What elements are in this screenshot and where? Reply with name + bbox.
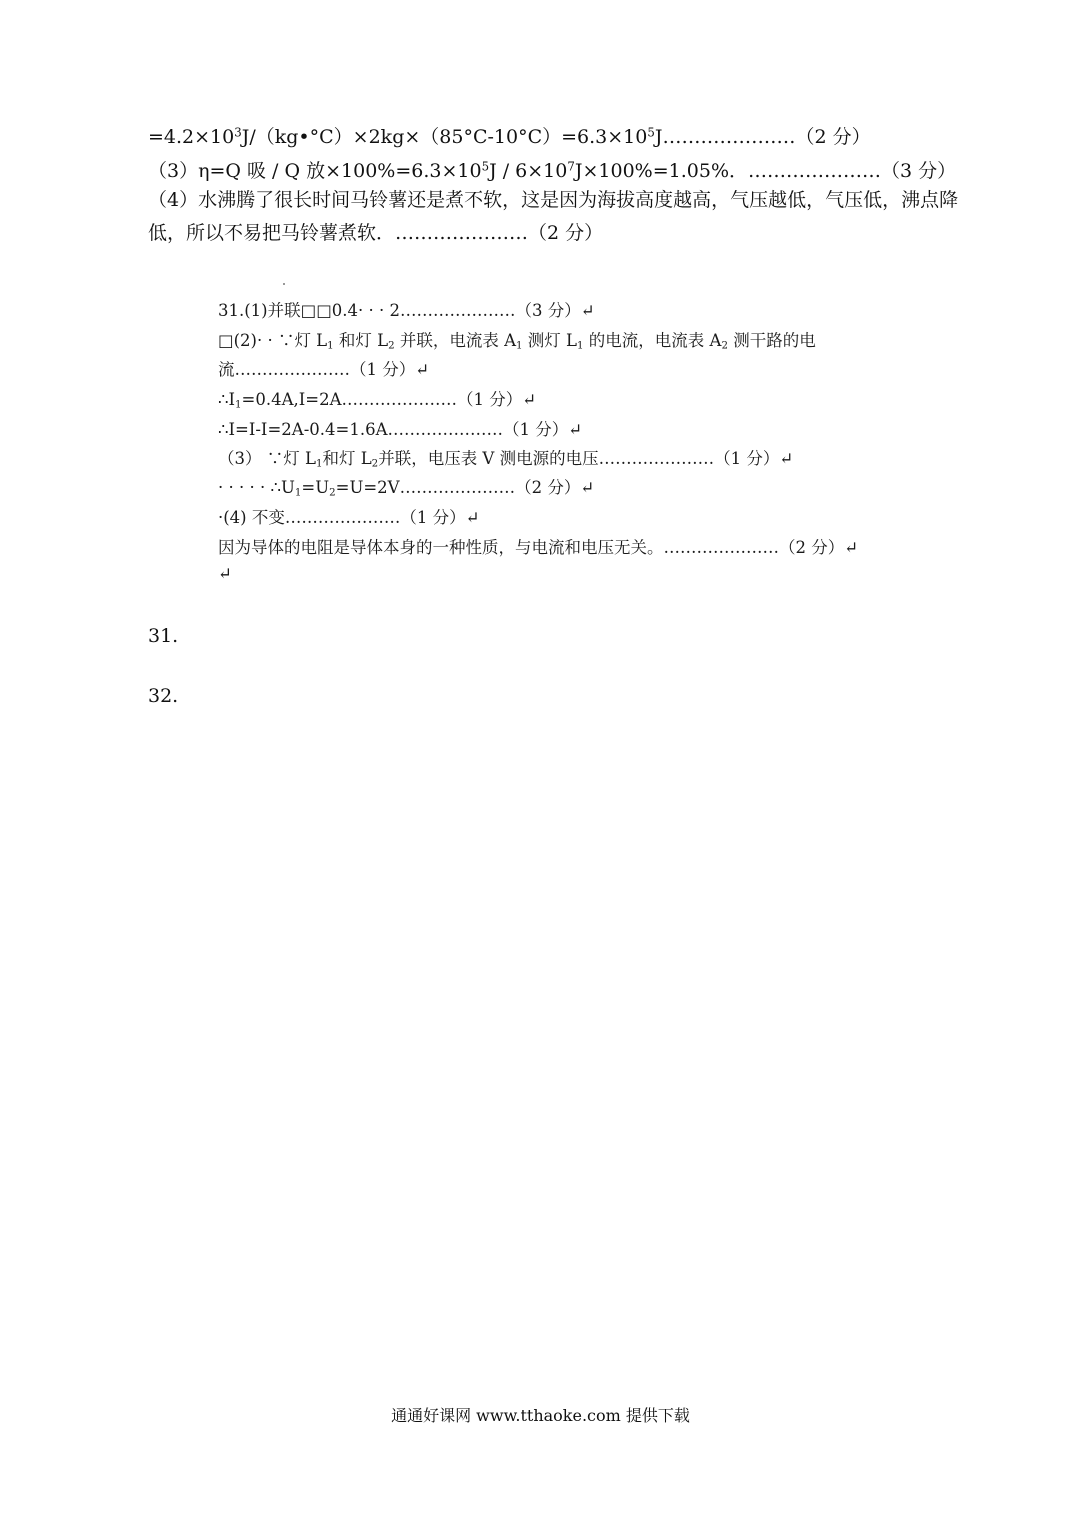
q31-line-8: ·(4) 不变…………………（1 分）↵ [218, 508, 480, 527]
q31-line-2: □(2)· · ∵灯 $L_1$ 和灯 $L_2$ 并联，电流表 $A_1$ 测灯 $L_1$ 的电流，电流表 $A_2$ 测干路的电 [218, 331, 816, 352]
q31-line-7: · · · · · $\therefore U_1=U_2=U=2V\dots\dots\dots\dots\dots\dots\dots(2$ 分）↵ [218, 478, 595, 499]
answer-paragraph-4: （4）水沸腾了很长时间马铃薯还是煮不软，这是因为海拔高度越高，气压越低，气压低，沸点降低，所以不易把马铃薯煮软．…………………（2 分） [148, 189, 959, 244]
formula-line-heat: $=4.2\times 10^3J/(kg•^\circ C)\times 2kg\times(85^\circ C-10^\circ C)=6.3\times 10^5J\dots\dots\dots\dots\dots\dots\dots(2$ 分） [148, 125, 871, 148]
q31-line-5: ∴I=I-I=2A-0.4=1.6A…………………（1 分）↵ [218, 420, 583, 439]
stray-dot [283, 283, 285, 285]
q31-line-6: （3） ∵灯 $L_1$和灯 $L_2$并联，电压表 V 测电源的电压…………………（1 分）↵ [218, 449, 794, 470]
watermark-graphic [552, 498, 827, 671]
page-footer: 通通好课网 www.tthaoke.com 提供下载 [391, 1406, 690, 1425]
formula-line-efficiency: （3）η=Q 吸 / Q 放$\times 100\%=6.3\times 10^5J / 6\times 10^7J\times 100\%=1.05\%$．…………………（3 分） [148, 159, 957, 182]
question-number-32: 32. [148, 685, 179, 707]
q31-line-4: $\therefore I_1=0.4A,I=2A\dots\dots\dots\dots\dots\dots\dots(1$ 分）↵ [218, 390, 537, 411]
q31-line-10: ↵ [218, 564, 232, 583]
q31-line-9: 因为导体的电阻是导体本身的一种性质，与电流和电压无关。…………………（2 分）↵ [218, 538, 859, 557]
question-number-31: 31. [148, 625, 179, 647]
q31-line-1: 31.(1)并联□□0.4· · · 2…………………（3 分）↵ [218, 301, 595, 320]
q31-line-3: 流…………………（1 分）↵ [218, 360, 430, 379]
